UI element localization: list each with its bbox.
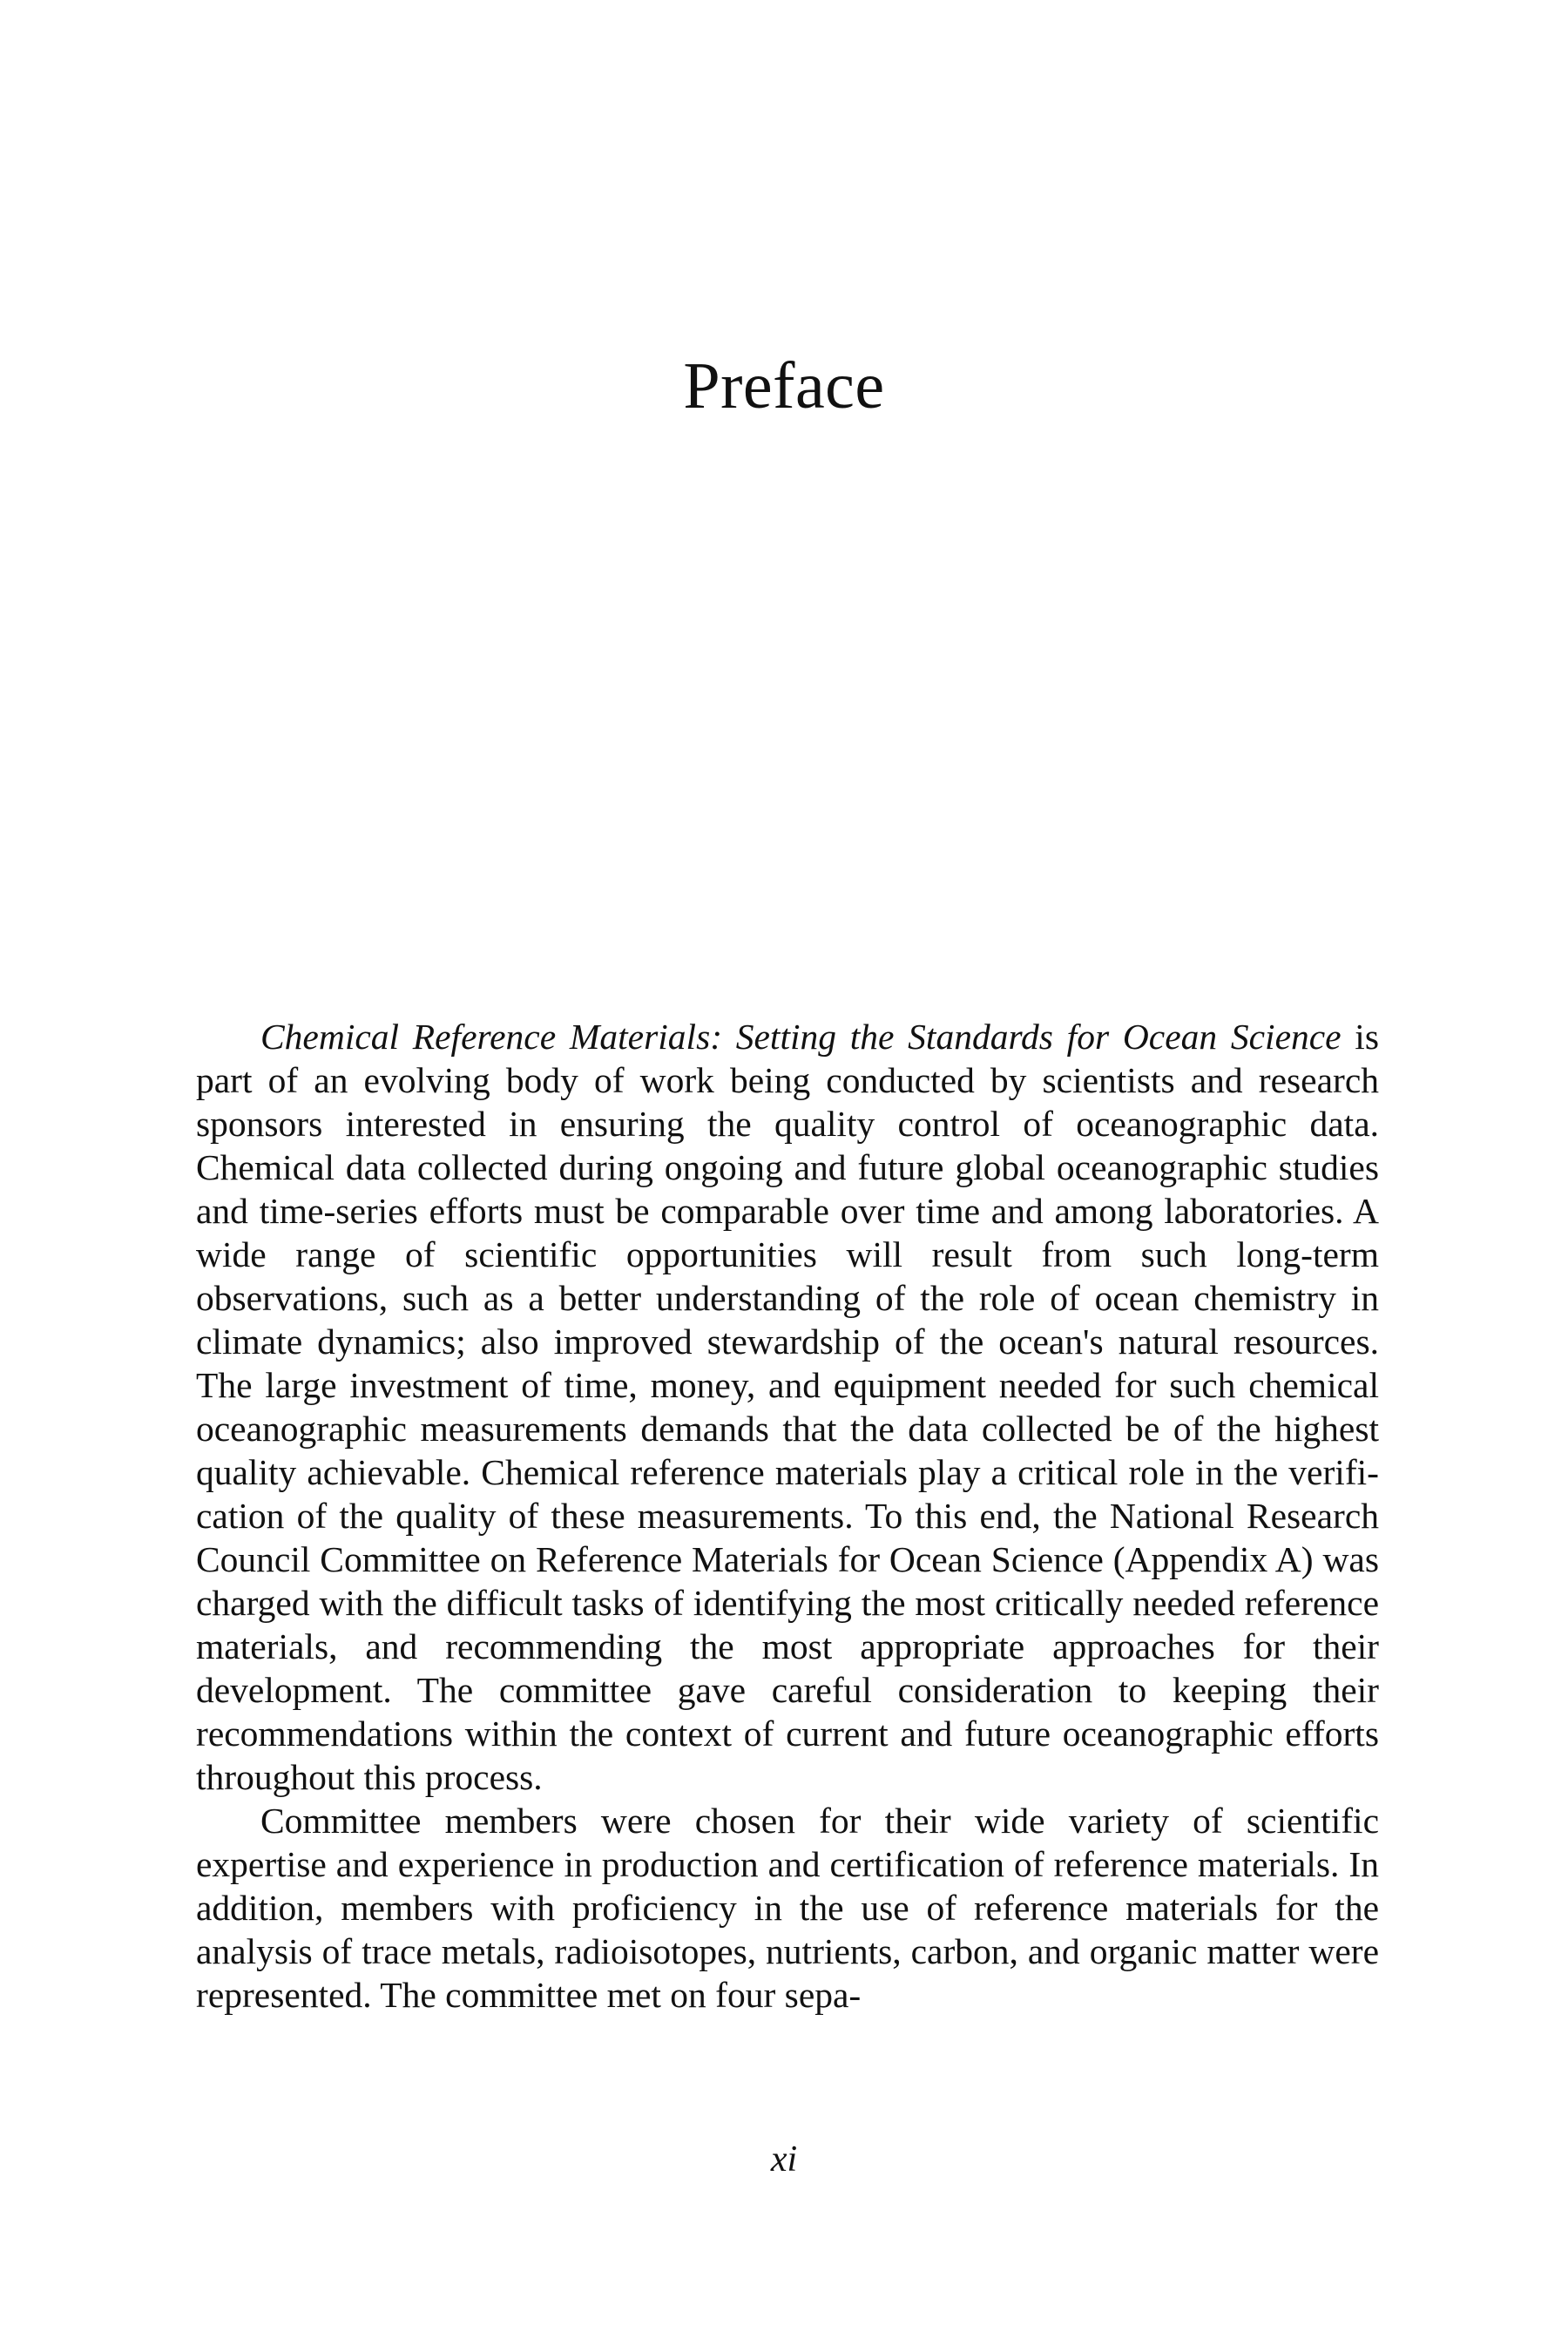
- book-title-italic: Chemical Reference Materials: Setting the Standards for Ocean Science: [260, 1017, 1342, 1057]
- paragraph-1: [196, 1015, 1379, 1799]
- page-number: xi: [770, 2139, 798, 2180]
- page-title: Preface: [683, 349, 885, 422]
- paragraph-2-text: Committee members were chosen for their wide variety of scientific expertise and experience in production and certification of reference materials. In addition, members with proficiency in the use of reference materials for the analysis of trace metals, radioisotopes, nutrients, carbon, and organic matter were represented. The committee met on four sepa-: [196, 1801, 1379, 2015]
- preface-body: [196, 1015, 1379, 2017]
- paragraph-2: [196, 1799, 1379, 2017]
- paragraph-1-text: is part of an evolving body of work being conducted by scientists and research sponsors interested in ensuring the quality control of oceanographic data. Chemical data collected during ongoing and future global oceanographic studies and time-series efforts must be comparable over time and among laboratories. A wide range of scientific opportunities will result from such long-term observations, such as a better understanding of the role of ocean chemistry in climate dynamics; also improved stewardship of the ocean's natural resources. The large investment of time, money, and equipment needed for such chemical oceanographic measurements demands that the data collected be of the highest quality achievable. Chemical reference materials play a critical role in the verification of the quality of these measurements. To this end, the National Research Council Committee on Reference Materials for Ocean Science (Appendix A) was charged with the difficult tasks of identifying the most critically needed reference materials, and recommending the most appropriate approaches for their development. The committee gave careful consideration to keeping their recommendations within the context of current and future oceanographic efforts throughout this process.: [196, 1017, 1379, 1797]
